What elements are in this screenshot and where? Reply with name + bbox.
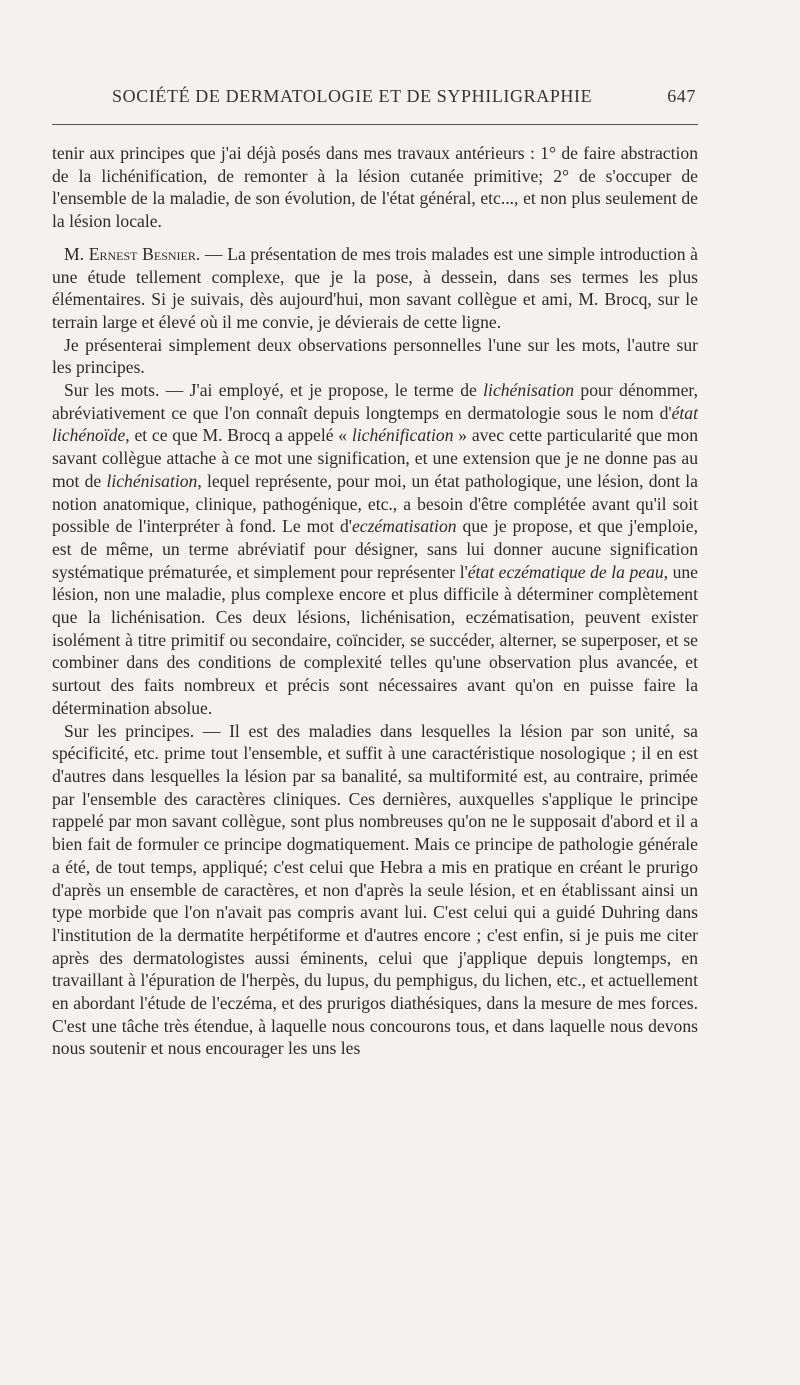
paragraph-continuation: tenir aux principes que j'ai déjà posés dans mes travaux antérieurs : 1° de faire abstraction de la lichénification, de remonter à la lésion cutanée primitive; 2° de s'occuper de l'ensemble de la maladie, de son évolution, de l'état général, etc..., et non plus seulement de la lésion locale.	[52, 143, 698, 232]
paragraph-sur-les-principes: Sur les principes. — Il est des maladies dans lesquelles la lésion par son unité, sa spécificité, etc. prime tout l'ensemble, et suffit à une caractéristique nosologique ; il en est d'autres dans lesquelles la lésion par sa banalité, sa multiformité est, au contraire, primée par l'ensemble des caractères cliniques. Ces dernières, auxquelles s'applique le principe rappelé par mon savant collègue, sont plus nombreuses qu'on ne le supposait d'abord et il a bien fait de formuler ce principe dogmatiquement. Mais ce principe de pathologie générale a été, de tout temps, appliqué; c'est celui que Hebra a mis en pratique en créant le prurigo d'après un ensemble de caractères, et non d'après la seule lésion, et en établissant ainsi un type morbide que l'on n'avait pas compris avant lui. C'est celui qui a guidé Duhring dans l'institution de la dermatite herpétiforme et d'autres encore ; c'est enfin, si je puis me citer après des dermatologistes aussi éminents, celui que j'applique depuis longtemps, en travaillant à l'épuration de l'herpès, du lupus, du pemphigus, du lichen, etc., et actuellement en abordant l'étude de l'eczéma, et des prurigos diathésiques, dans la mesure de mes forces. C'est une tâche très étendue, à laquelle nous concourons tous, et dans laquelle nous devons nous soutenir et nous encourager les uns les	[52, 720, 698, 1059]
header-rule	[52, 124, 698, 125]
italic-term: lichénification	[351, 425, 454, 446]
text-run: que je propose, et que j'emploie, est de même, un terme abréviatif pour désigner, sans lui donner aucune signification systématique prématurée, et simplement pour représenter l'	[52, 516, 698, 582]
journal-title: SOCIÉTÉ DE DERMATOLOGIE ET DE SYPHILIGRAPHIE	[112, 86, 593, 106]
text-run: , et ce que M. Brocq a appelé «	[125, 425, 352, 446]
text-run: » avec cette particularité que mon savant collègue attache à ce mot une signification, et une extension que je ne donne pas au mot de	[52, 425, 698, 491]
text-run: pour dénommer, abréviativement ce que l'on connaît depuis longtemps en dermatologie sous le nom d'	[52, 380, 698, 423]
paragraph-text: — La présentation de mes trois malades est une simple introduction à une étude tellement complexe, que je la pose, à dessein, dans ses termes les plus élémentaires. Si je suivais, dès aujourd'hui, mon savant collègue et ami, M. Brocq, sur le terrain large et élevé où il me convie, je dévierais de cette ligne.	[52, 243, 698, 332]
italic-term: lichénisation	[483, 380, 575, 401]
speaker-name: M. Ernest Besnier.	[64, 243, 201, 264]
italic-term: lichénisation	[106, 470, 198, 491]
paragraph-besnier	[52, 243, 698, 334]
text-run: Sur les mots. — J'ai employé, et je propose, le terme de	[64, 380, 484, 401]
paragraph-spacer	[52, 233, 698, 243]
italic-term: état eczématique de la peau	[467, 561, 664, 582]
italic-term: état lichénoïde	[52, 402, 698, 446]
paragraph-sur-les-mots	[52, 379, 698, 720]
body-text	[52, 142, 698, 1060]
text-run: , une lésion, non une maladie, plus complexe encore et plus difficile à déterminer complètement que la lichénisation. Ces deux lésions, lichénisation, eczématisation, peuvent exister isolément à titre primitif ou secondaire, coïncider, se succéder, alterner, se superposer, et se combiner dans des conditions de complexité telles qu'une observation plus avancée, et surtout des faits nombreux et précis sont nécessaires avant qu'on en puisse faire la détermination absolue.	[52, 561, 698, 718]
page-number: 647	[667, 86, 696, 106]
paragraph-observations: Je présenterai simplement deux observations personnelles l'une sur les mots, l'autre sur les principes.	[52, 334, 698, 378]
text-run: , lequel représente, pour moi, un état pathologique, une lésion, dont la notion anatomique, clinique, pathogénique, etc., a besoin d'être complétée avant qu'il soit possible de l'interpréter à fond. Le mot d'	[52, 470, 698, 537]
running-head	[112, 86, 696, 107]
italic-term: eczématisation	[351, 516, 457, 537]
